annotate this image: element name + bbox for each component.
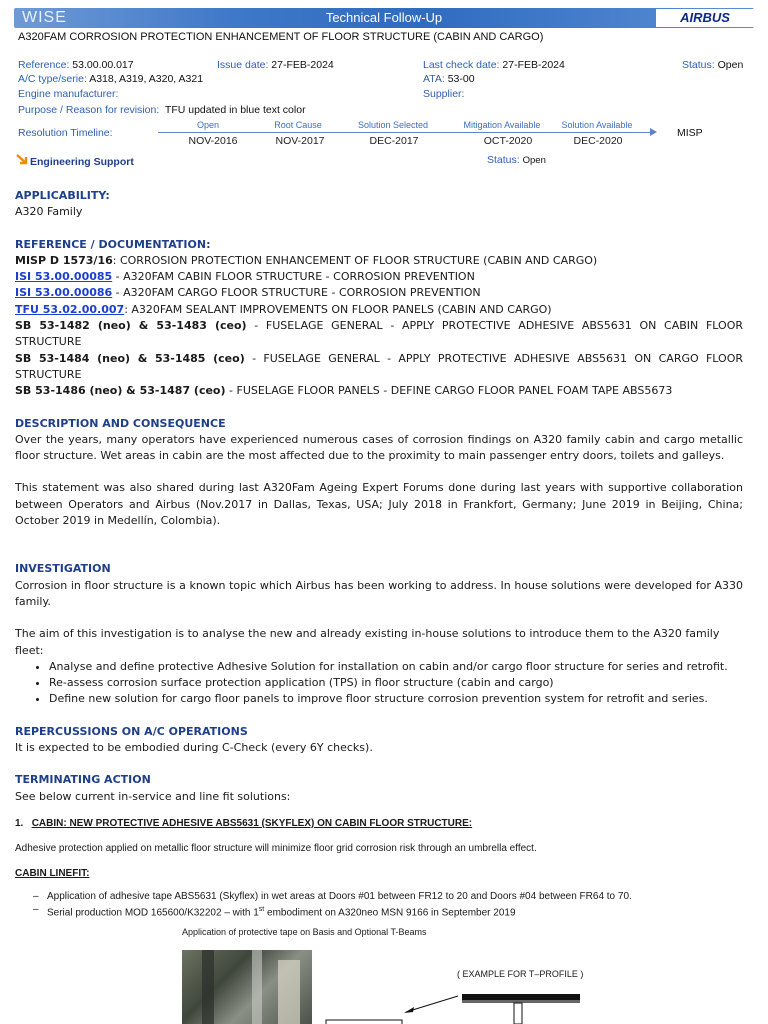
list-item: • Re-assess corrosion surface protection application (TPS) in floor structure (cabin and cargo) bbox=[49, 675, 743, 691]
timeline-milestone-label: Open bbox=[196, 120, 220, 130]
issue-date-field: Issue date: 27-FEB-2024 bbox=[217, 59, 334, 71]
actype-field: A/C type/serie: A318, A319, A320, A321 bbox=[18, 73, 204, 85]
paragraph: It is expected to be embodied during C-Check (every 6Y checks). bbox=[15, 741, 373, 755]
section-heading: REFERENCE / DOCUMENTATION: bbox=[15, 237, 211, 251]
paragraph: The aim of this investigation is to analyse the new and already existing in-house solutions to introduce them to the A320 family fleet: bbox=[15, 627, 720, 657]
timeline-arrow-icon bbox=[650, 128, 657, 136]
engine-field: Engine manufacturer: bbox=[18, 88, 119, 100]
timeline-milestone-date: DEC-2017 bbox=[369, 135, 419, 147]
engineering-support[interactable]: Engineering Support bbox=[16, 154, 134, 168]
reference-item: MISP D 1573/16: CORROSION PROTECTION ENHANCEMENT OF FLOOR STRUCTURE (CABIN AND CARGO) bbox=[15, 253, 598, 267]
section-heading: INVESTIGATION bbox=[15, 562, 111, 576]
section-heading: TERMINATING ACTION bbox=[15, 773, 151, 787]
arrow-down-right-icon bbox=[16, 154, 30, 166]
tape-photo bbox=[182, 950, 312, 1024]
example-label: ( EXAMPLE FOR T–PROFILE ) bbox=[457, 969, 584, 979]
list-item: • Analyse and define protective Adhesive Solution for installation on cabin and/or cargo floor structure for series and retrofit. bbox=[49, 659, 743, 675]
airbus-logo: AIRBUS bbox=[656, 9, 754, 27]
timeline-milestone-label: Solution Available bbox=[561, 120, 633, 130]
list-item: • Define new solution for cargo floor panels to improve floor structure corrosion prevention system for retrofit and series. bbox=[49, 691, 743, 707]
reference-field: Reference: 53.00.00.017 bbox=[18, 59, 134, 71]
subsection-heading: CABIN LINEFIT: bbox=[15, 867, 90, 879]
paragraph: Adhesive protection applied on metallic floor structure will minimize floor grid corrosion risk through an umbrella effect. bbox=[15, 842, 537, 854]
reference-item: TFU 53.02.00.007: A320FAM SEALANT IMPROVEMENTS ON FLOOR PANELS (CABIN AND CARGO) bbox=[15, 302, 552, 316]
page-title: Technical Follow-Up bbox=[325, 10, 443, 25]
last-check-date-field: Last check date: 27-FEB-2024 bbox=[423, 59, 565, 71]
figure bbox=[168, 922, 588, 1024]
header-banner bbox=[14, 8, 754, 28]
section-heading: DESCRIPTION AND CONSEQUENCE bbox=[15, 416, 226, 430]
paragraph: See below current in-service and line fit solutions: bbox=[15, 789, 291, 803]
supplier-field: Supplier: bbox=[423, 88, 465, 100]
bullet-list bbox=[15, 659, 743, 708]
reference-link[interactable]: TFU 53.02.00.007 bbox=[15, 302, 125, 316]
paragraph: Corrosion in floor structure is a known topic which Airbus has been working to address. In house solutions were developed for A330 family. bbox=[15, 578, 743, 608]
timeline-milestone-date: NOV-2017 bbox=[275, 135, 325, 147]
figure-caption: Application of protective tape on Basis and Optional T-Beams bbox=[182, 927, 427, 937]
section-heading: REPERCUSSIONS ON A/C OPERATIONS bbox=[15, 724, 248, 738]
timeline-milestone-label: Solution Selected bbox=[357, 120, 429, 130]
timeline-milestone-label: Root Cause bbox=[274, 120, 322, 130]
support-status: Status: Open bbox=[487, 154, 546, 166]
reference-item: SB 53-1484 (neo) & 53-1485 (ceo) - FUSELAGE GENERAL - APPLY PROTECTIVE ADHESIVE ABS5631 ON CARGO FLOOR STRUCTURE bbox=[15, 351, 744, 381]
document-title: A320FAM CORROSION PROTECTION ENHANCEMENT OF FLOOR STRUCTURE (CABIN AND CARGO) bbox=[18, 31, 544, 43]
paragraph: A320 Family bbox=[15, 205, 83, 219]
reference-item: SB 53-1482 (neo) & 53-1483 (ceo) - FUSELAGE GENERAL - APPLY PROTECTIVE ADHESIVE ABS5631 ON CABIN FLOOR STRUCTURE bbox=[15, 319, 743, 349]
numbered-heading: 1. CABIN: NEW PROTECTIVE ADHESIVE ABS5631 (SKYFLEX) ON CABIN FLOOR STRUCTURE: bbox=[15, 817, 473, 829]
reference-link[interactable]: ISI 53.00.00085 bbox=[15, 270, 113, 284]
status-field: Status: Open bbox=[682, 59, 744, 71]
timeline-milestone-date: DEC-2020 bbox=[573, 135, 623, 147]
ata-field: ATA: 53-00 bbox=[423, 73, 475, 85]
purpose-field: Purpose / Reason for revision: TFU updated in blue text color bbox=[18, 104, 306, 116]
dash-list bbox=[15, 890, 743, 919]
section-heading: APPLICABILITY: bbox=[15, 189, 110, 202]
timeline-line bbox=[158, 132, 654, 133]
timeline-milestone-date: NOV-2016 bbox=[188, 135, 238, 147]
list-item: – Serial production MOD 165600/K32202 – with 1st embodiment on A320neo MSN 9166 in September 2019 bbox=[15, 903, 743, 919]
reference-item: ISI 53.00.00086 - A320FAM CARGO FLOOR STRUCTURE - CORROSION PREVENTION bbox=[15, 286, 481, 300]
document-body bbox=[15, 188, 743, 919]
t-profile-diagram bbox=[318, 982, 588, 1024]
paragraph: Over the years, many operators have experienced numerous cases of corrosion findings on A320 family cabin and cargo metallic floor structure. Wet areas in cabin are the most affected due to the proximity to main passenger entry doors, toilets and galleys. bbox=[15, 432, 743, 463]
paragraph: This statement was also shared during last A320Fam Ageing Expert Forums done during last years with supportive collaboration between Operators and Airbus (Nov.2017 in Dallas, Texas, USA; July 2018 in Frankfort, Germany; June 2019 in Beijing, China; October 2019 in Medellín, Colombia). bbox=[15, 481, 743, 528]
timeline-end-label: MISP bbox=[677, 127, 703, 139]
timeline-milestone-date: OCT-2020 bbox=[483, 135, 533, 147]
timeline-milestone-label: Mitigation Available bbox=[463, 120, 541, 130]
timeline-label: Resolution Timeline: bbox=[18, 127, 113, 139]
reference-item: ISI 53.00.00085 - A320FAM CABIN FLOOR STRUCTURE - CORROSION PREVENTION bbox=[15, 270, 475, 284]
wise-logo: WISE bbox=[22, 9, 67, 26]
list-item: – Application of adhesive tape ABS5631 (Skyflex) in wet areas at Doors #01 between FR12 to 20 and Doors #04 between FR64 to 70. bbox=[15, 890, 743, 903]
reference-item: SB 53-1486 (neo) & 53-1487 (ceo) - FUSELAGE FLOOR PANELS - DEFINE CARGO FLOOR PANEL FOAM TAPE ABS5673 bbox=[15, 384, 673, 398]
reference-link[interactable]: ISI 53.00.00086 bbox=[15, 286, 113, 300]
